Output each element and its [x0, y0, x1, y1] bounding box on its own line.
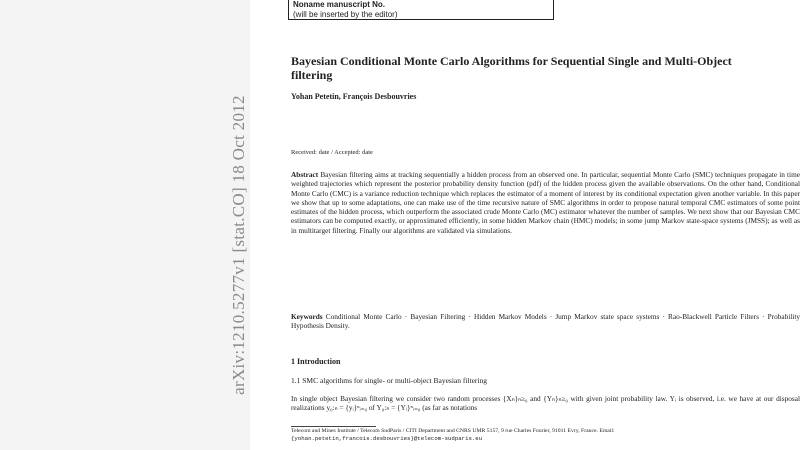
keywords-label: Keywords	[291, 312, 323, 321]
author-email: {yohan.petetin,francois.desbouvries}@telecom-sudparis.eu	[291, 435, 483, 442]
affiliation-footnote	[291, 428, 800, 443]
paper-page	[250, 0, 800, 450]
section-heading: 1 Introduction	[291, 357, 341, 366]
abstract	[291, 170, 800, 235]
footnote-divider	[291, 426, 376, 427]
affiliation-text: Telecom and Mines Institute / Telecom SudParis / CITI Department and CNRS UMR 5157, 9 rue Charles Fourier, 91011 Evry, France. Email:	[291, 428, 615, 434]
keywords	[291, 312, 800, 331]
arxiv-identifier-text: arXiv:1210.5277v1 [stat.CO] 18 Oct 2012	[229, 95, 249, 395]
manuscript-number-note: (will be inserted by the editor)	[293, 10, 398, 19]
paper-title: Bayesian Conditional Monte Carlo Algorithms for Sequential Single and Multi-Object filtering	[291, 54, 732, 82]
received-accepted-dates: Received: date / Accepted: date	[291, 149, 373, 156]
introduction-paragraph: In single object Bayesian filtering we consider two random processes {Xₙ}ₙ≥₀ and {Yₙ}ₙ≥₀ with given joint probability law. Yᵢ is observed, i.e. we have at our disposal realizations y₀:ₙ = {yᵢ}ⁿᵢ₌₀ of Y₀:ₙ = {Yᵢ}ⁿᵢ₌₀ (as far as notations	[291, 394, 800, 413]
manuscript-number-label: Noname manuscript No.	[293, 0, 386, 9]
subsection-heading: 1.1 SMC algorithms for single- or multi-object Bayesian filtering	[291, 376, 488, 385]
paper-authors: Yohan Petetin, François Desbouvries	[291, 92, 417, 101]
abstract-label: Abstract	[291, 170, 319, 179]
keywords-text: Conditional Monte Carlo · Bayesian Filtering · Hidden Markov Models · Jump Markov state space systems · Rao-Blackwell Particle Filters · Probability Hypothesis Density.	[291, 312, 800, 331]
manuscript-number-box	[288, 0, 554, 20]
abstract-text: Bayesian filtering aims at tracking sequentially a hidden process from an observed one. In particular, sequential Monte Carlo (SMC) techniques propagate in time weighted trajectories which represent the posterior probability density function (pdf) of the hidden process given the available observations. On the other hand, Conditional Monte Carlo (CMC) is a variance reduction technique which replaces the estimator of a moment of interest by its conditional expectation given another variable. In this paper we show that up to some adaptations, one can make use of the time recursive nature of SMC algorithms in order to propose natural temporal CMC estimators of some point estimates of the hidden process, which outperform the associated crude Monte Carlo (MC) estimator whatever the number of samples. We next show that our Bayesian CMC estimators can be computed exactly, or approximated efficiently, in some hidden Markov chain (HMC) models; in some jump Markov state-space systems (JMSS); as well as in multitarget filtering. Finally our algorithms are validated via simulations.	[291, 170, 800, 235]
